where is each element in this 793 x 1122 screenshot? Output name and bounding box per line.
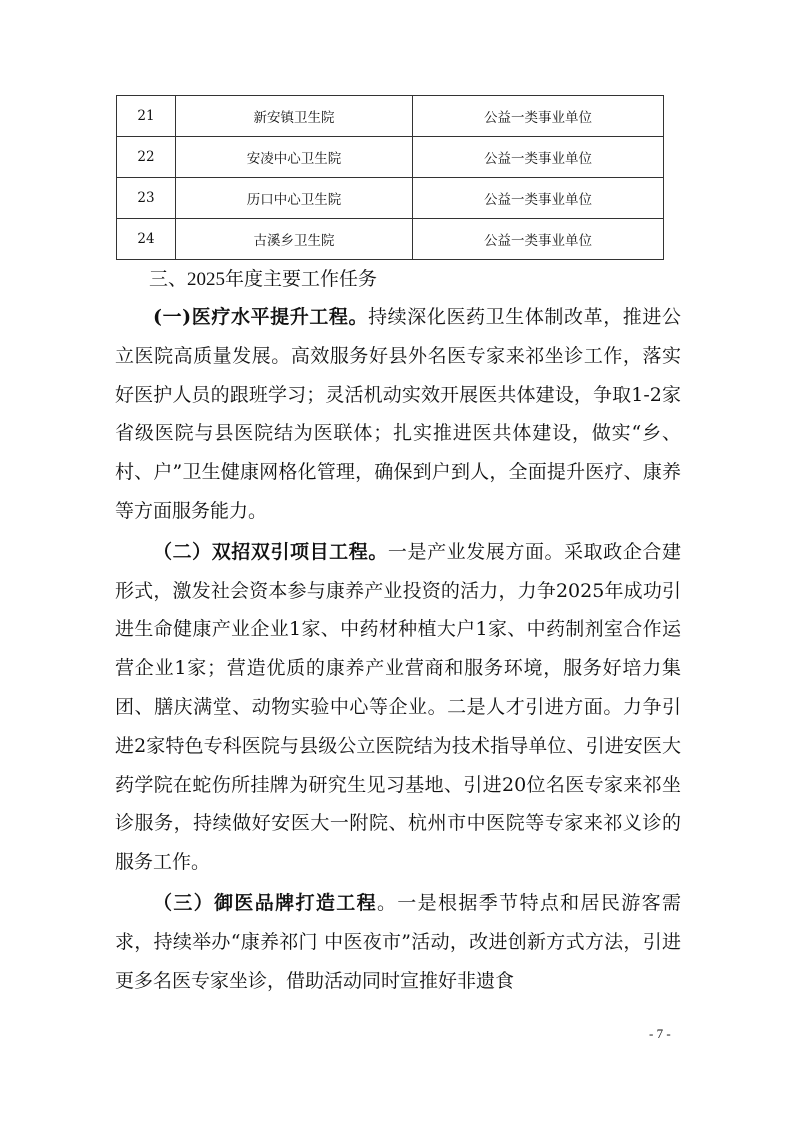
unit-type: 公益一类事业单位 — [413, 219, 664, 260]
unit-name: 历口中心卫生院 — [176, 178, 413, 219]
section-heading — [149, 265, 377, 294]
paragraph-title: （二）双招双引项目工程。 — [153, 540, 388, 563]
heading-text: 年度主要工作任务 — [225, 268, 378, 290]
paragraph-text: 一是产业发展方面。采取政企合建形式，激发社会资本参与康养产业投资的活力，力争2025年成功引进生命健康产业企业1家、中药材种植大户1家、中药制剂室合作运营企业1家；营造优质的康养产业营商和服务环境，服务好培力集团、膳庆满堂、动物实验中心等企业。二是人才引进方面。力争引进2家特色专科医院与县级公立医院结为技术指导单位、引进安医大药学院在蛇伤所挂牌为研究生见习基地、引进20位名医专家来祁坐诊服务，持续做好安医大一附院、杭州市中医院等专家来祁义诊的服务工作。 — [115, 540, 681, 874]
paragraph-title: (一)医疗水平提升工程。 — [153, 306, 369, 328]
document-body — [115, 298, 681, 1000]
table-row — [117, 96, 664, 137]
table-row — [117, 178, 664, 219]
row-number: 21 — [117, 96, 176, 137]
paragraph-text: 持续深化医药卫生体制改革，推进公立医院高质量发展。高效服务好县外名医专家来祁坐诊工作，落实好医护人员的跟班学习；灵活机动实效开展医共体建设，争取1-2家省级医院与县医院结为医联体；扎实推进医共体建设，做实“乡、村、户”卫生健康网格化管理，确保到户到人，全面提升医疗、康养等方面服务能力。 — [115, 306, 681, 522]
row-number: 23 — [117, 178, 176, 219]
paragraph-medical — [115, 298, 681, 531]
paragraph-investment — [115, 533, 681, 882]
unit-name: 古溪乡卫生院 — [176, 219, 413, 260]
unit-type: 公益一类事业单位 — [413, 178, 664, 219]
unit-type: 公益一类事业单位 — [413, 96, 664, 137]
paragraph-title: （三）御医品牌打造工程 — [153, 891, 377, 914]
table-row — [117, 137, 664, 178]
heading-prefix: 三、 — [149, 268, 188, 290]
table-row — [117, 219, 664, 260]
unit-name: 安凌中心卫生院 — [176, 137, 413, 178]
heading-year: 2025 — [187, 269, 226, 290]
page-number: - 7 - — [649, 1026, 671, 1041]
units-table — [116, 95, 664, 260]
unit-type: 公益一类事业单位 — [413, 137, 664, 178]
row-number: 24 — [117, 219, 176, 260]
unit-name: 新安镇卫生院 — [176, 96, 413, 137]
row-number: 22 — [117, 137, 176, 178]
paragraph-text: 。一是根据季节特点和居民游客需求，持续举办“康养祁门 中医夜市”活动，改进创新方式方法，引进更多名医专家坐诊，借助活动同时宣推好非遗食 — [115, 891, 681, 992]
paragraph-brand — [115, 884, 681, 1000]
